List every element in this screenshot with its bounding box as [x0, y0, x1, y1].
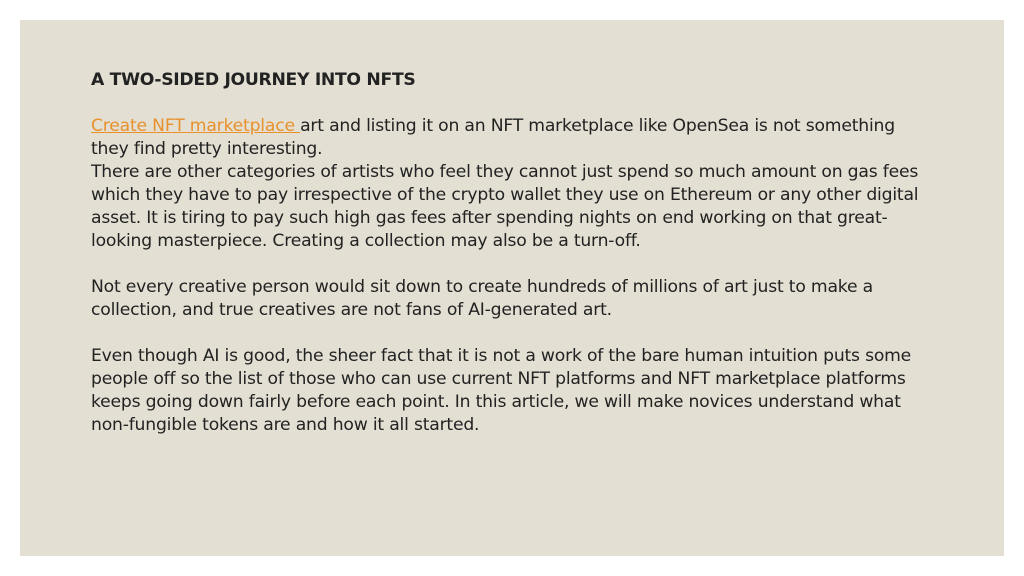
document-body [91, 69, 931, 460]
paragraph-1-text: art and listing it on an NFT marketplace like OpenSea is not something they find pretty interesting. [91, 116, 895, 159]
paragraph-1-continuation: There are other categories of artists who feel they cannot just spend so much amount on gas fees which they have to pay irrespective of the crypto wallet they use on Ethereum or any other digital asset. It is tiring to pay such high gas fees after spending nights on end working on that great-looking masterpiece. Creating a collection may also be a turn-off. [91, 162, 919, 251]
paragraph-3: Even though AI is good, the sheer fact that it is not a work of the bare human intuition puts some people off so the list of those who can use current NFT platforms and NFT marketplace platforms keeps going down fairly before each point. In this article, we will make novices understand what non-fungible tokens are and how it all started. [91, 346, 912, 435]
slide-panel [20, 20, 1004, 556]
paragraph-2: Not every creative person would sit down to create hundreds of millions of art just to make a collection, and true creatives are not fans of AI-generated art. [91, 277, 873, 320]
create-nft-marketplace-link[interactable]: Create NFT marketplace [91, 116, 301, 136]
document-title: A TWO-SIDED JOURNEY INTO NFTS [91, 70, 416, 90]
paragraph-1 [91, 115, 931, 253]
